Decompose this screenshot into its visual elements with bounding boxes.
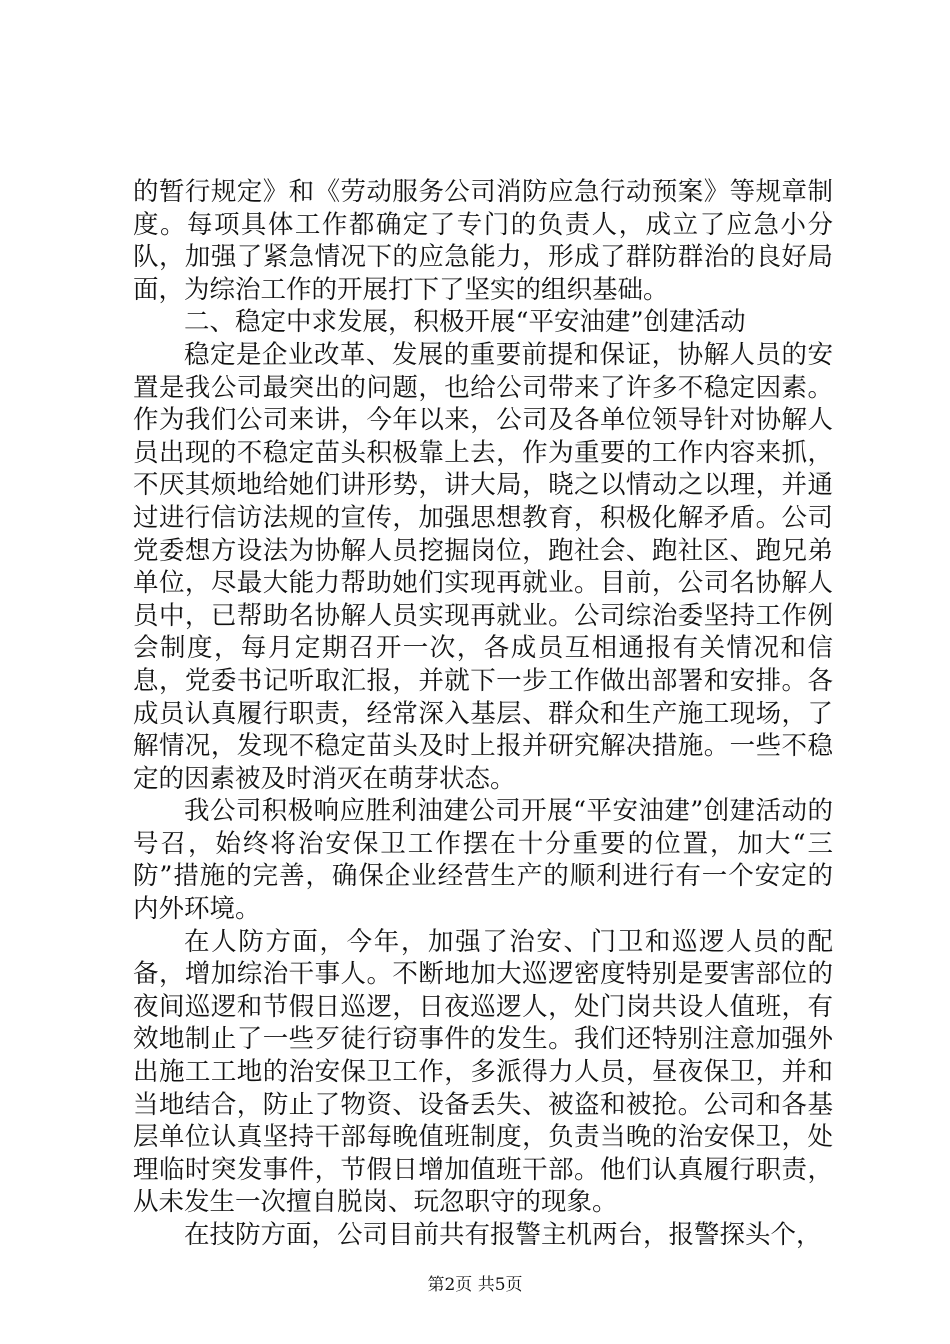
paragraph: 在人防方面，今年，加强了治安、门卫和巡逻人员的配备，增加综治干事人。不断地加大巡逻密度特别是要害部位的夜间巡逻和节假日巡逻，日夜巡逻人，处门岗共设人值班，有效地制止了一些歹徒行窃事件的发生。我们还特别注意加强外出施工工地的治安保卫工作，多派得力人员，昼夜保卫，并和当地结合，防止了物资、设备丢失、被盗和被抢。公司和各基层单位认真坚持干部每晚值班制度，负责当晚的治安保卫，处理临时突发事件，节假日增加值班干部。他们认真履行职责，从未发生一次擅自脱岗、玩忽职守的现象。 [133, 926, 833, 1218]
paragraph-continuation: 的暂行规定》和《劳动服务公司消防应急行动预案》等规章制度。每项具体工作都确定了专门的负责人，成立了应急小分队，加强了紧急情况下的应急能力，形成了群防群治的良好局面，为综治工作的开展打下了坚实的组织基础。 [133, 177, 833, 305]
paragraph: 稳定是企业改革、发展的重要前提和保证，协解人员的安置是我公司最突出的问题，也给公司带来了许多不稳定因素。作为我们公司来讲，今年以来，公司及各单位领导针对协解人员出现的不稳定苗头积极靠上去，作为重要的工作内容来抓，不厌其烦地给她们讲形势，讲大局，晓之以情动之以理，并通过进行信访法规的宣传，加强思想教育，积极化解矛盾。公司党委想方设法为协解人员挖掘岗位，跑社会、跑社区、跑兄弟单位，尽最大能力帮助她们实现再就业。目前，公司名协解人员中，已帮助名协解人员实现再就业。公司综治委坚持工作例会制度，每月定期召开一次，各成员互相通报有关情况和信息，党委书记听取汇报，并就下一步工作做出部署和安排。各成员认真履行职责，经常深入基层、群众和生产施工现场，了解情况，发现不稳定苗头及时上报并研究解决措施。一些不稳定的因素被及时消灭在萌芽状态。 [133, 339, 833, 794]
section-heading: 二、稳定中求发展，积极开展“平安油建”创建活动 [184, 307, 746, 338]
paragraph: 我公司积极响应胜利油建公司开展“平安油建”创建活动的号召，始终将治安保卫工作摆在十分重要的位置，加大“三防”措施的完善，确保企业经营生产的顺利进行有一个安定的内外环境。 [133, 796, 833, 925]
page-number-footer: 第2页 共5页 [427, 1275, 523, 1295]
document-body [133, 176, 833, 1252]
paragraph: 在技防方面，公司目前共有报警主机两台，报警探头个， [184, 1220, 822, 1250]
